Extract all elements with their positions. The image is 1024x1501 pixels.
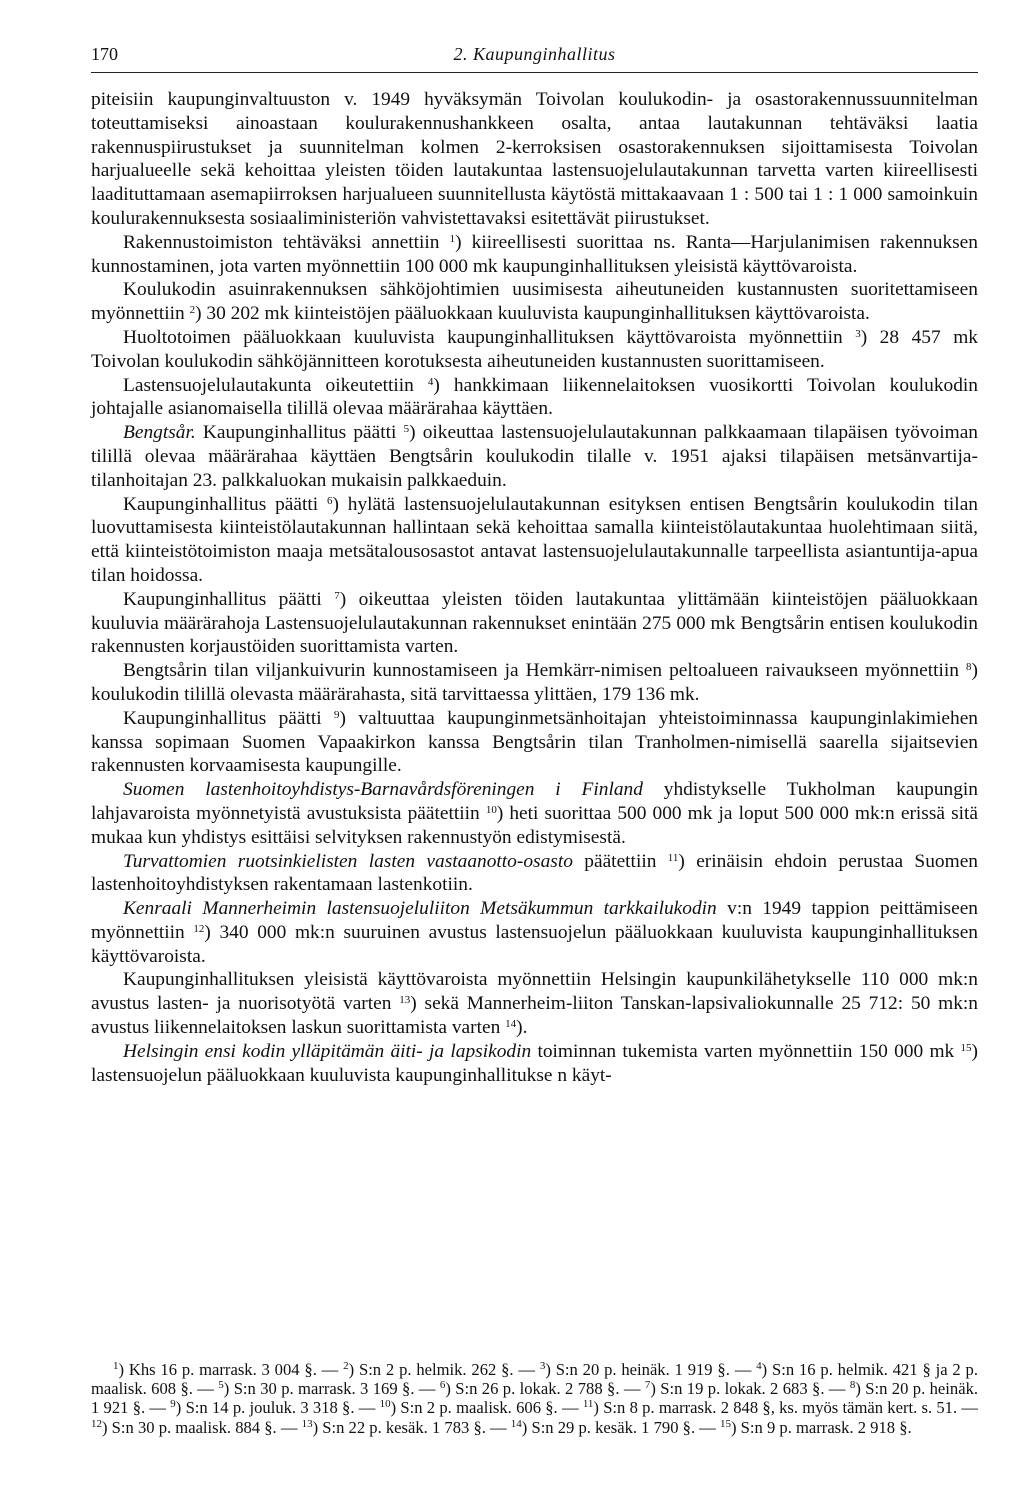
text-run: Kaupunginhallitus päätti (123, 707, 335, 729)
footnote-ref: 3 (539, 1360, 546, 1372)
paragraph (91, 493, 978, 588)
footnote-ref: 12 (193, 922, 205, 935)
footnote-ref: 3 (855, 327, 861, 340)
footnote-ref: 9 (334, 708, 340, 721)
body-text (91, 88, 978, 1087)
footnote-ref: 5 (403, 423, 410, 436)
text-run: Lastensuojelulautakunta oikeutettiin (123, 374, 428, 396)
text-run: ) S:n 30 p. maalisk. 884 §. — (102, 1417, 302, 1437)
footnote-ref: 1 (449, 232, 456, 245)
footnote-ref: 12 (91, 1417, 102, 1430)
footnote-ref: 7 (644, 1379, 651, 1392)
footnote-ref: 14 (510, 1417, 522, 1430)
footnote-ref: 10 (485, 803, 497, 816)
text-run: ) S:n 20 p. heinäk. 1 921 §. — (91, 1379, 979, 1418)
text-run: ) S:n 16 p. helmik. 421 § ja 2 p. maalisk. 608 §. — (91, 1360, 978, 1399)
footnote-ref: 13 (301, 1417, 313, 1430)
text-run: ) Khs 16 p. marrask. 3 004 §. — (118, 1360, 344, 1379)
text-run: Kaupunginhallitus päätti (123, 493, 327, 515)
footnote-ref: 9 (170, 1398, 176, 1411)
text-run: ) oikeuttaa yleisten töiden lautakuntaa ylittämään kiinteistöjen pääluokkaan kuuluvia määrärahoja Lastensuojelulautakunnan rakennukset enintään 275 000 mk Bengtsårin entisen koulukodin rakennusten korjaustöiden suorittamista varten. (91, 588, 978, 658)
text-run: ) S:n 26 p. lokak. 2 788 §. — (445, 1379, 645, 1399)
footnote-ref: 6 (326, 494, 333, 507)
footnote-ref: 15 (720, 1417, 731, 1430)
text-run: ) heti suorittaa 500 000 mk ja loput 500 000 mk:n erissä sitä mukaa kun yhdistys esittäisi selvityksen rakennustyön edistymisestä. (91, 802, 978, 848)
text-run: ) 30 202 mk kiinteistöjen pääluokkaan kuuluvista kaupunginhallituksen käyttövaroista. (195, 303, 870, 325)
paragraph (91, 421, 978, 492)
text-run: ) koulukodin tilillä olevasta määrärahasta, sitä tarvittaessa ylittäen, 179 136 mk. (91, 660, 978, 705)
text-run: Koulukodin asuinrakennuksen sähköjohtimien uusimisesta aiheutuneiden kustannusten suoritettamiseen myönnettiin (91, 279, 978, 325)
paragraph (91, 850, 978, 898)
footnote-ref: 7 (334, 589, 340, 602)
text-run: ) S:n 8 p. marrask. 2 848 §, ks. myös tämän kert. s. 51. — (593, 1398, 978, 1418)
text-run: ) S:n 30 p. marrask. 3 169 §. — (223, 1379, 440, 1399)
paragraph (91, 374, 978, 422)
paragraph (91, 1040, 978, 1088)
text-run: Kaupunginhallituksen yleisistä käyttövaroista myönnettiin Helsingin kaupunkilähetykselle 110 000 mk:n avustus lasten- ja nuorisotyötä varten (91, 969, 978, 1015)
paragraph (91, 88, 978, 231)
text-run: yhdistykselle Tukholman kaupungin lahjavaroista myönnetyistä avustuksista päätettiin (91, 779, 978, 824)
text-run: ) valtuuttaa kaupunginmetsänhoitajan yhteistoiminnassa kaupunginlakimiehen kanssa sopimaan Suomen Vapaakirkon kanssa Bengtsårin tilan Tranholmen-nimisellä saarella sijaitsevien rakennusten korvaamisesta kaupungille. (91, 707, 978, 777)
text-run: ) sekä Mannerheim-liiton Tanskan-lapsivaliokunnalle 25 712: 50 mk:n avustus liikennelaitoksen laskun suorittamista varten (91, 993, 978, 1039)
footnote-ref: 15 (960, 1041, 972, 1054)
text-run: Huoltotoimen pääluokkaan kuuluvista kaupunginhallituksen käyttövaroista myönnettiin (123, 326, 856, 348)
footnote-ref: 13 (399, 994, 411, 1007)
footnote-ref: 4 (427, 375, 434, 388)
footnote-ref: 5 (218, 1379, 224, 1392)
text-run: ) S:n 22 p. kesäk. 1 783 §. — (312, 1417, 511, 1437)
footnote-ref: 11 (667, 851, 679, 864)
text-run: ) hylätä lastensuojelulautakunnan esityksen entisen Bengtsårin koulukodin tilan luovuttamisesta kiinteistölautakunnan hallintaan sekä kehoittaa samalla kiinteistölautakuntaa huolehtimaan siitä, että kiinteistötoimiston maaja metsätalousosastot antavat lastensuojelulautakunnalle tarpeellista asiantuntija-apua tilan hoidossa. (91, 493, 978, 586)
text-run: päätettiin (572, 850, 668, 872)
text-run: ) S:n 2 p. helmik. 262 §. — (348, 1360, 540, 1379)
paragraph (91, 231, 978, 279)
text-run: ) kiireellisesti suorittaa ns. Ranta—Harjulanimisen rakennuksen kunnostaminen, jota varten myönnettiin 100 000 mk kaupunginhallituksen yleisistä käyttövaroista. (91, 231, 978, 277)
footnote-ref: 11 (582, 1398, 594, 1411)
footnote-ref: 2 (343, 1360, 349, 1372)
text-run: ). (516, 1017, 528, 1039)
text-run: ) S:n 29 p. kesäk. 1 790 §. — (521, 1417, 720, 1437)
text-run: piteisiin kaupunginvaltuuston v. 1949 hyväksymän Toivolan koulukodin- ja osastorakennussuunnitelman toteuttamiseksi ainoastaan koulurakennushankkeen osalta, antaa lautakunnan tehtäväksi laatia rakennuspiirustukset ja suunnitelman kolmen 2-kerroksisen osastorakennuksen sijoittamisesta Toivolan harjualueelle sekä kehoittaa yleisten töiden lautakuntaa lastensuojelulautakunnan tarvetta varten kiireellisesti laadituttamaan asemapiirroksen harjualueen suunnitellusta käytöstä mittakaavaan 1 : 500 tai 1 : 1 000 samoinkuin koulurakennuksesta sosiaaliministeriön vahvistettavaksi esitettävät piirustukset. (91, 89, 978, 229)
paragraph (91, 278, 978, 326)
paragraph (91, 778, 978, 849)
text-run: ) 28 457 mk Toivolan koulukodin sähköjännitteen korotuksesta aiheutuneiden kustannusten suorittamiseen. (91, 326, 978, 372)
text-run: ) 340 000 mk:n suuruinen avustus lastensuojelun pääluokkaan kuuluvista kaupunginhallituksen käyttövaroista. (91, 921, 978, 967)
italic-text: Bengtsår. (123, 422, 196, 444)
paragraph (91, 897, 978, 968)
paragraph (91, 659, 978, 707)
paragraph (91, 707, 978, 778)
paragraph (91, 968, 978, 1039)
page-number: 170 (91, 44, 118, 64)
paragraph (91, 326, 978, 374)
text-run: Bengtsårin tilan viljankuivurin kunnostamiseen ja Hemkärr-nimisen peltoalueen raivaukseen myönnettiin (123, 660, 967, 682)
text-run: ) S:n 2 p. maalisk. 606 §. — (390, 1398, 583, 1418)
text-run: Rakennustoimiston tehtäväksi annettiin (123, 231, 450, 253)
text-run: toiminnan tukemista varten myönnettiin 150 000 mk (531, 1040, 961, 1062)
footnote-paragraph (91, 1360, 978, 1437)
footnote-ref: 4 (756, 1360, 762, 1372)
footnote-ref: 2 (189, 304, 196, 317)
text-run: ) S:n 19 p. lokak. 2 683 §. — (650, 1379, 850, 1399)
footnote-ref: 8 (966, 661, 972, 674)
text-run: ) erinäisin ehdoin perustaa Suomen lastenhoitoyhdistyksen rakentamaan lastenkotiin. (91, 850, 978, 896)
text-run: ) hankkimaan liikennelaitoksen vuosikortti Toivolan koulukodin johtajalle asianomaisella tilillä olevaa määrärahaa käyttäen. (91, 374, 978, 420)
italic-text: Kenraali Mannerheimin lastensuojeluliiton Metsäkummun tarkkailukodin (123, 898, 717, 920)
text-run: ) S:n 20 p. heinäk. 1 919 §. — (545, 1360, 757, 1379)
italic-text: Turvattomien ruotsinkielisten lasten vastaanotto-osasto (123, 850, 573, 872)
text-run: Kaupunginhallitus päätti (123, 588, 335, 610)
footnote-ref: 1 (113, 1360, 119, 1372)
paragraph (91, 588, 978, 659)
running-head: 2. Kaupunginhallitus (453, 44, 616, 64)
italic-text: Suomen lastenhoitoyhdistys-Barnavårdsföreningen i Finland (123, 779, 643, 801)
page-header (91, 44, 978, 73)
text-run: ) oikeuttaa lastensuojelulautakunnan palkkaamaan tilapäisen työvoiman tilillä olevaa määrärahaa käyttäen Bengtsårin koulukodin tilalle v. 1951 ajaksi tilapäisen metsänvartija-tilanhoitajan 23. palkkaluokan mukaisin palkkaeduin. (91, 422, 979, 491)
footnote-ref: 8 (849, 1379, 856, 1392)
text-run: ) S:n 14 p. jouluk. 3 318 §. — (175, 1398, 380, 1418)
footnote-ref: 6 (439, 1379, 446, 1392)
italic-text: Helsingin ensi kodin ylläpitämän äiti- ja lapsikodin (123, 1040, 532, 1062)
footnotes (91, 1360, 978, 1437)
text-run: v:n 1949 tappion peittämiseen myönnettiin (91, 898, 978, 943)
text-run: ) S:n 9 p. marrask. 2 918 §. (731, 1417, 912, 1437)
footnote-ref: 10 (379, 1398, 391, 1411)
text-run: ) lastensuojelun pääluokkaan kuuluvista kaupunginhallitukse n käyt- (91, 1040, 978, 1086)
footnote-ref: 14 (505, 1018, 517, 1031)
text-run: Kaupunginhallitus päätti (195, 422, 404, 444)
